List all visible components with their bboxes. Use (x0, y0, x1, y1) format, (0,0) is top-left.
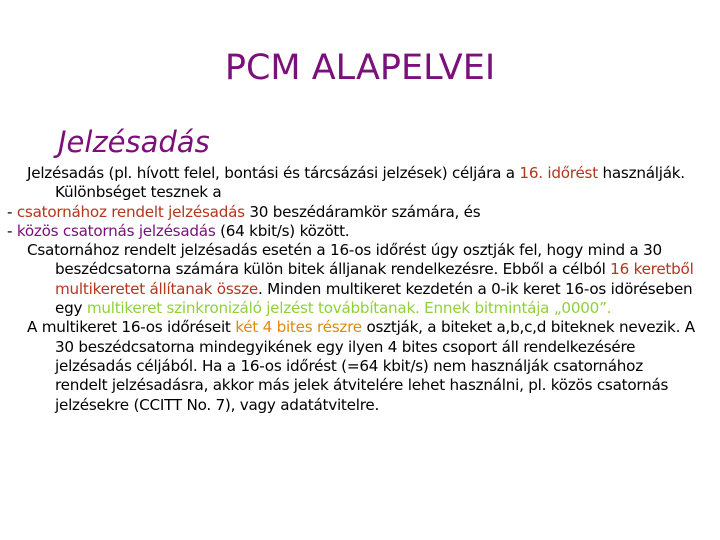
text: használják. Különbséget tesznek a (55, 164, 685, 202)
highlight-timeslot: 16. időrést (519, 164, 598, 182)
text: Jelzésadás (pl. hívott felel, bontási és tárcsázási jelzések) céljára a (27, 164, 520, 182)
paragraph-cas (27, 241, 699, 318)
bullet-ccs (7, 221, 699, 241)
slide-title: PCM ALAPELVEI (224, 48, 496, 88)
text: - (7, 221, 17, 240)
bullet-cas (7, 202, 699, 222)
text: A multikeret 16-os időréseit (27, 318, 236, 337)
text: osztják, a biteket a,b,c,d biteknek nevezik. A 30 beszédcsatorna mindegyikének egy ilyen 4 bites csoport áll rendelkezésére jelzésadás céljából. Ha a 16-os időrést (=64 kbit/s) nem használják csatornához rendelt jelzésadásra, akkor más jelek átvitelére lehet használni, pl. közös csatornás jelzésekre (CCITT No. 7), vagy adatátvitelre. (55, 318, 695, 414)
paragraph-bits (27, 318, 699, 414)
text: - (7, 202, 17, 221)
text: . Minden multikeret kezdetén a 0-ik keret 16-os idöréseben egy (55, 279, 693, 318)
highlight-4bit: két 4 bites részre (235, 318, 362, 337)
text: Csatornához rendelt jelzésadás esetén a 16-os időrést úgy osztják fel, hogy mind a 30 beszédcsatorna számára külön bitek álljanak rendelkezésre. Ebből a célból (27, 241, 662, 279)
slide-subtitle: Jelzésadás (58, 125, 210, 159)
text: (64 kbit/s) között. (215, 221, 350, 240)
highlight-multiframe: 16 keretből multikeretet állítanak össze (55, 260, 694, 298)
highlight-sync: multikeret szinkronizáló jelzést továbbítanak. Ennek bitmintája „0000”. (86, 299, 612, 318)
slide-body (7, 164, 699, 415)
highlight-ccs: közös csatornás jelzésadás (16, 221, 216, 240)
paragraph-intro (27, 164, 699, 203)
highlight-cas: csatornához rendelt jelzésadás (16, 202, 245, 221)
text: 30 beszédáramkör számára, és (244, 202, 481, 221)
